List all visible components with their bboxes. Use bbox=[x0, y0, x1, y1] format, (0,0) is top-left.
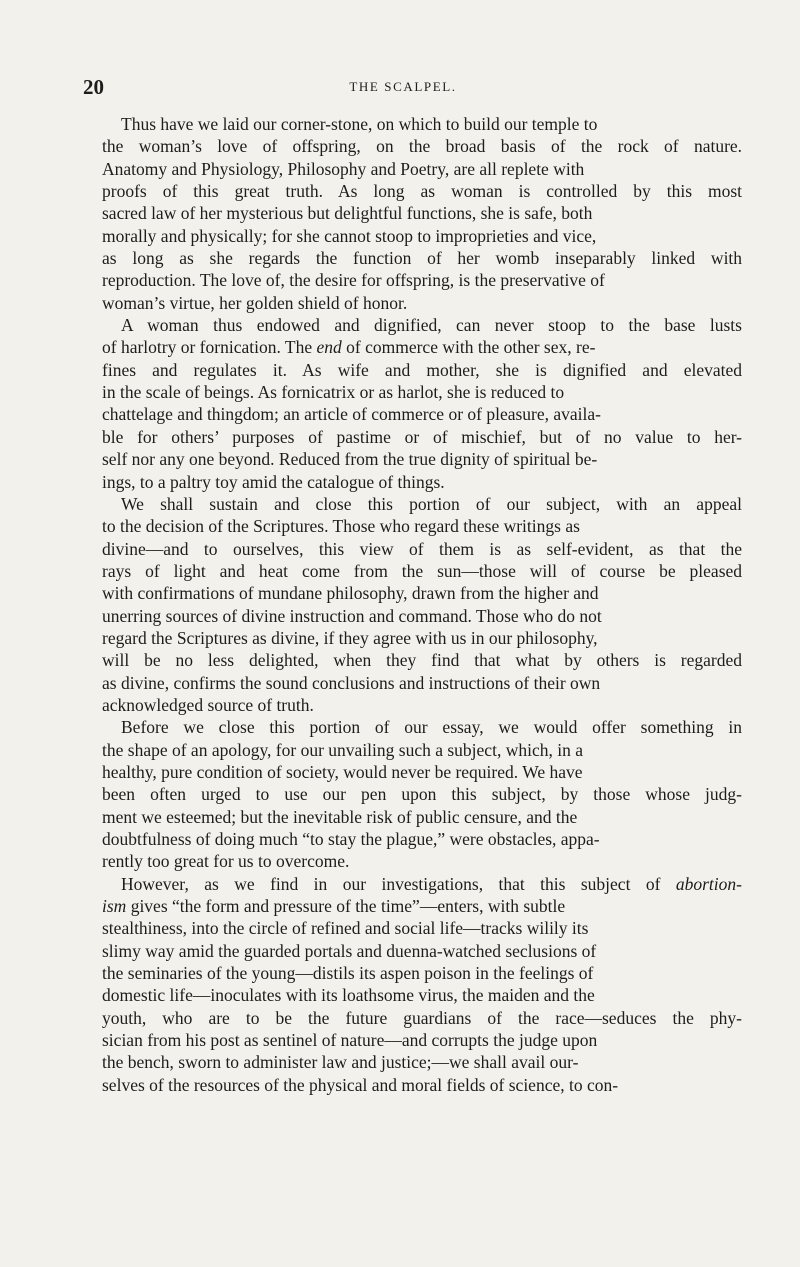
text-line: reproduction. The love of, the desire for offspring, is the preservative of bbox=[102, 270, 605, 291]
text-line: ings, to a paltry toy amid the catalogue of things. bbox=[102, 471, 445, 492]
text-line: We shall sustain and close this portion of our subject, with an appeal bbox=[121, 493, 742, 514]
text-line: selves of the resources of the physical and moral fields of science, to con- bbox=[102, 1074, 619, 1095]
text-line: the seminaries of the young—distils its aspen poison in the feelings of bbox=[102, 963, 594, 984]
text-line: chattelage and thingdom; an article of commerce or of pleasure, availa- bbox=[102, 404, 602, 425]
text-line: will be no less delighted, when they find that what by others is regarded bbox=[102, 650, 742, 671]
paragraph-abortionism bbox=[83, 873, 742, 1096]
italic-term: abortion- bbox=[675, 873, 742, 894]
text-line: Before we close this portion of our essay, we would offer something in bbox=[121, 717, 743, 738]
text-line: morally and physically; for she cannot stoop to improprieties and vice, bbox=[102, 225, 597, 246]
text-line: rently too great for us to overcome. bbox=[102, 851, 350, 872]
text-line: the shape of an apology, for our unvailing such a subject, which, in a bbox=[102, 739, 583, 760]
text-line: healthy, pure condition of society, would never be required. We have bbox=[102, 761, 583, 782]
paragraph-woman-endowed bbox=[83, 314, 743, 493]
paragraph-scriptures bbox=[83, 493, 743, 716]
text-line: as divine, confirms the sound conclusions and instructions of their own bbox=[102, 672, 601, 693]
text-line: regard the Scriptures as divine, if they agree with us in our philosophy, bbox=[102, 627, 598, 648]
text-line: woman’s virtue, her golden shield of honor. bbox=[102, 292, 408, 313]
text-line: in the scale of beings. As fornicatrix or as harlot, she is reduced to bbox=[102, 382, 565, 403]
text-line: A woman thus endowed and dignified, can never stoop to the base lusts bbox=[121, 315, 742, 336]
running-title: THE SCALPEL. bbox=[349, 79, 457, 94]
text-line: of harlotry or fornication. The end of commerce with the other sex, re- bbox=[102, 337, 596, 358]
text-line: stealthiness, into the circle of refined and social life—tracks wilily its bbox=[102, 918, 589, 939]
text-line: However, as we find in our investigations, that this subject of abortion- bbox=[121, 873, 742, 894]
text-line: sician from his post as sentinel of nature—and corrupts the judge upon bbox=[102, 1030, 598, 1051]
running-header bbox=[83, 76, 723, 98]
text-line: divine—and to ourselves, this view of them is as self-evident, as that the bbox=[102, 538, 742, 559]
text-line: domestic life—inoculates with its loathsome virus, the maiden and the bbox=[102, 985, 595, 1006]
text-line: as long as she regards the function of her womb inseparably linked with bbox=[102, 248, 743, 269]
text-line: the bench, sworn to administer law and justice;—we shall avail our- bbox=[102, 1052, 579, 1073]
text-line: doubtfulness of doing much “to stay the plague,” were obstacles, appa- bbox=[102, 829, 600, 849]
text-line: youth, who are to be the future guardians of the race—seduces the phy- bbox=[102, 1007, 742, 1028]
page-number: 20 bbox=[83, 75, 104, 99]
text-line: the woman’s love of offspring, on the broad basis of the rock of nature. bbox=[102, 136, 743, 157]
text-line: sacred law of her mysterious but delightful functions, she is safe, both bbox=[102, 203, 593, 224]
text-line: ism gives “the form and pressure of the time”—enters, with subtle bbox=[102, 896, 566, 917]
italic-term: ism bbox=[102, 896, 127, 917]
text-line: with confirmations of mundane philosophy, drawn from the higher and bbox=[102, 583, 599, 604]
paragraph-cornerstone bbox=[83, 113, 743, 314]
body-text bbox=[83, 113, 743, 1096]
paragraph-apology bbox=[83, 716, 743, 872]
text-line: to the decision of the Scriptures. Those who regard these writings as bbox=[102, 516, 580, 537]
text-line: Thus have we laid our corner-stone, on which to build our temple to bbox=[121, 114, 598, 134]
italic-term: end bbox=[316, 337, 342, 358]
text-line: fines and regulates it. As wife and mother, she is dignified and elevated bbox=[102, 359, 742, 380]
text-line: self nor any one beyond. Reduced from the true dignity of spiritual be- bbox=[102, 449, 598, 470]
text-line: acknowledged source of truth. bbox=[102, 694, 314, 715]
text-line: been often urged to use our pen upon this subject, by those whose judg- bbox=[102, 784, 742, 805]
text-line: rays of light and heat come from the sun—those will of course be pleased bbox=[102, 560, 743, 581]
text-line: Anatomy and Physiology, Philosophy and Poetry, are all replete with bbox=[102, 158, 585, 179]
text-line: proofs of this great truth. As long as woman is controlled by this most bbox=[102, 181, 743, 202]
text-line: slimy way amid the guarded portals and duenna-watched seclusions of bbox=[102, 940, 597, 961]
text-line: ble for others’ purposes of pastime or of mischief, but of no value to her- bbox=[102, 426, 743, 447]
text-line: unerring sources of divine instruction and command. Those who do not bbox=[102, 605, 602, 626]
text-line: ment we esteemed; but the inevitable risk of public censure, and the bbox=[102, 806, 578, 827]
